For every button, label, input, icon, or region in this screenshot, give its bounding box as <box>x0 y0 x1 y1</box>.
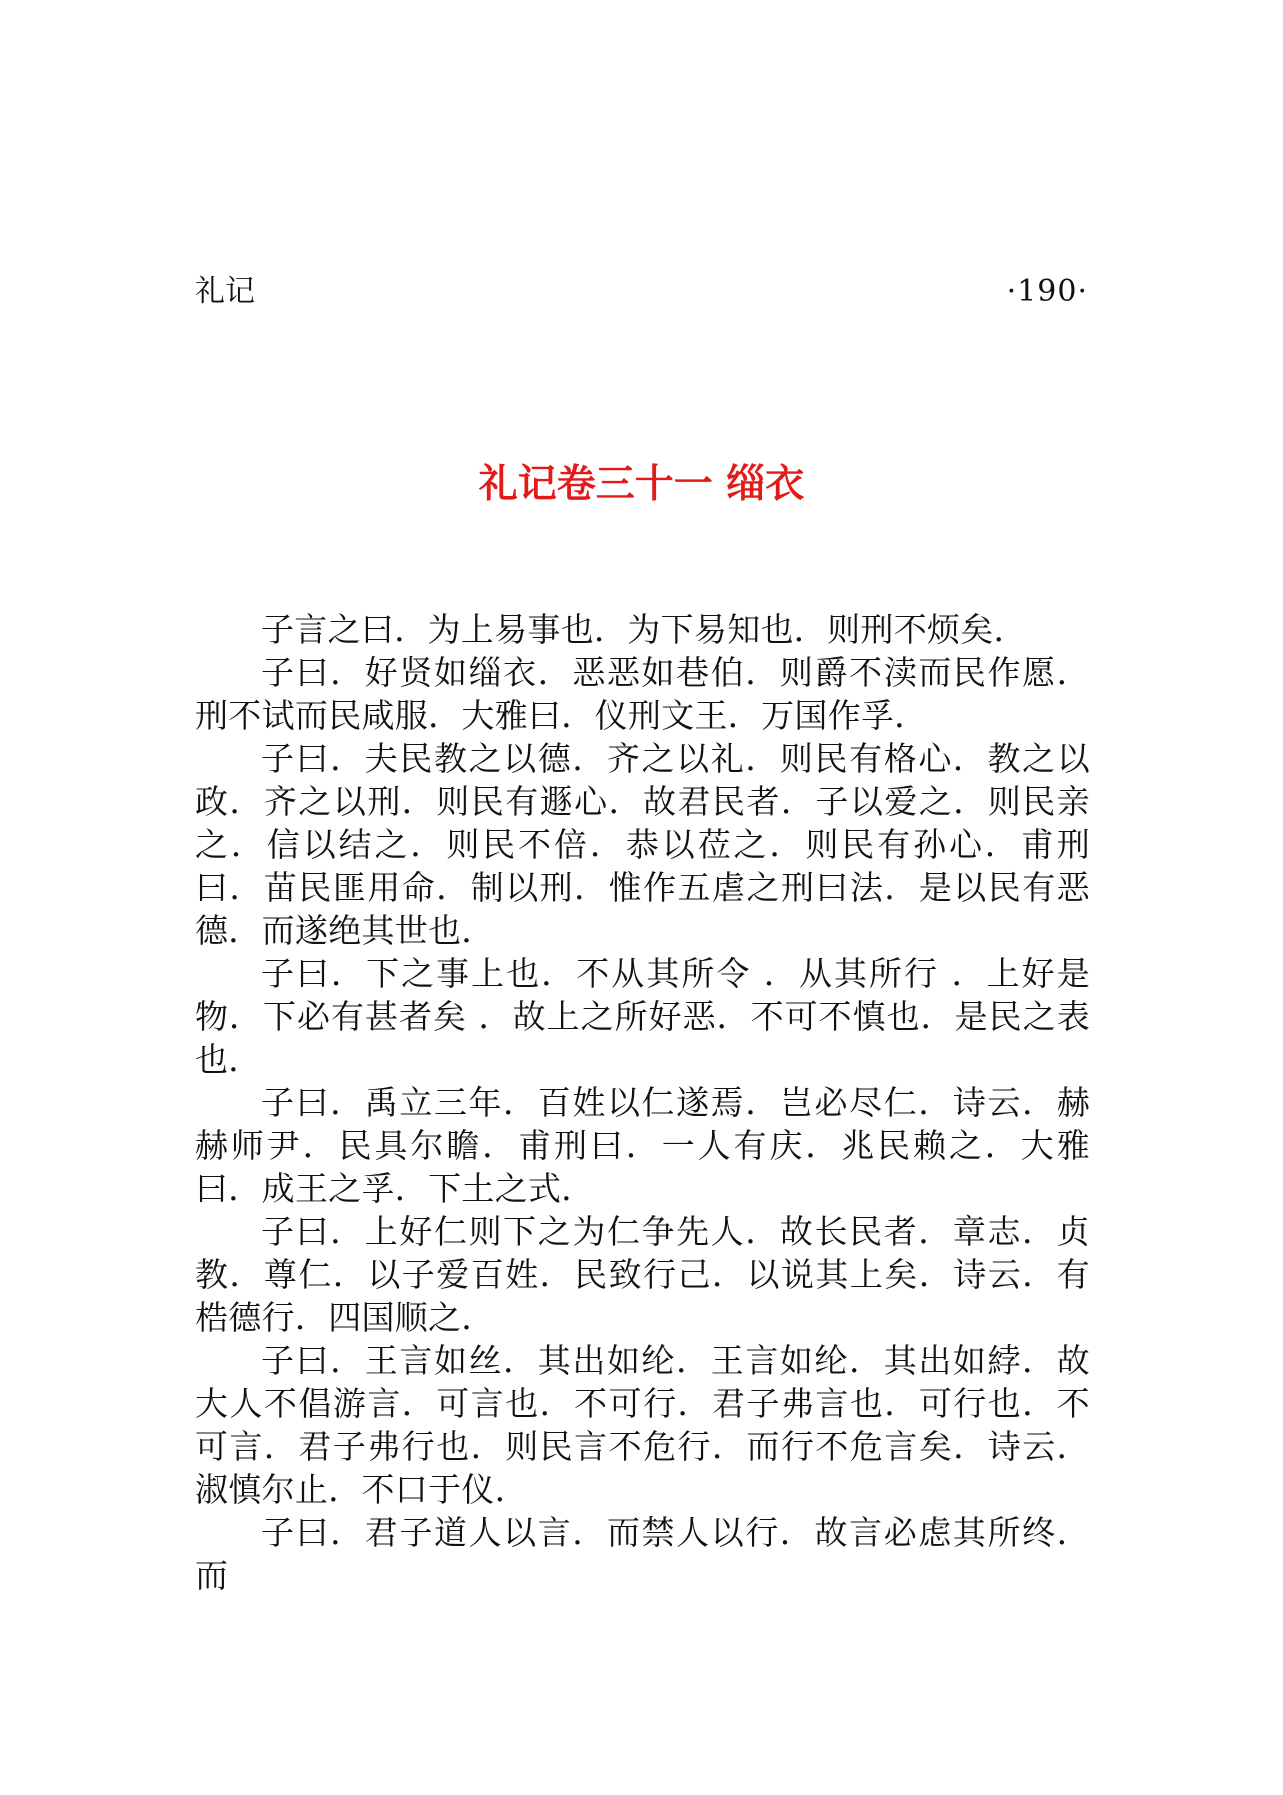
paragraph: 子曰．下之事上也．不从其所令 ．从其所行 ．上好是物．下必有甚者矣 ．故上之所好恶．不可不慎也．是民之表也． <box>195 954 1090 1079</box>
paragraph: 子曰．禹立三年．百姓以仁遂焉．岂必尽仁．诗云．赫赫师尹．民具尔瞻．甫刑曰．一人有庆．兆民赖之．大雅曰．成王之孚．下土之式． <box>195 1083 1090 1208</box>
paragraph: 子曰．夫民教之以德．齐之以礼．则民有格心．教之以政．齐之以刑．则民有遯心．故君民者．子以爱之．则民亲之．信以结之．则民不倍．恭以莅之．则民有孙心．甫刑曰．苗民匪用命．制以刑．惟作五虐之刑曰法．是以民有恶德．而遂绝其世也． <box>195 739 1090 950</box>
paragraph: 子言之曰．为上易事也．为下易知也．则刑不烦矣． <box>261 610 1027 649</box>
paragraph: 子曰．上好仁则下之为仁争先人．故长民者．章志．贞教．尊仁．以子爱百姓．民致行己．以说其上矣．诗云．有梏德行．四国顺之． <box>195 1212 1090 1337</box>
paragraph: 子曰．君子道人以言．而禁人以行．故言必虑其所终．而 <box>195 1513 1090 1595</box>
chapter-title: 礼记卷三十一 缁衣 <box>478 462 805 507</box>
running-title: 礼记 <box>195 274 255 309</box>
body-text <box>195 608 1090 1597</box>
paragraph: 子曰．王言如丝．其出如纶．王言如纶．其出如綍．故大人不倡游言．可言也．不可行．君子弗言也．可行也．不可言．君子弗行也．则民言不危行．而行不危言矣．诗云．淑慎尔止．不口于仪． <box>195 1341 1090 1509</box>
page-number: ·190· <box>1006 274 1088 309</box>
paragraph: 子曰．好贤如缁衣．恶恶如巷伯．则爵不渎而民作愿．刑不试而民咸服．大雅曰．仪刑文王．万国作孚． <box>195 653 1090 735</box>
